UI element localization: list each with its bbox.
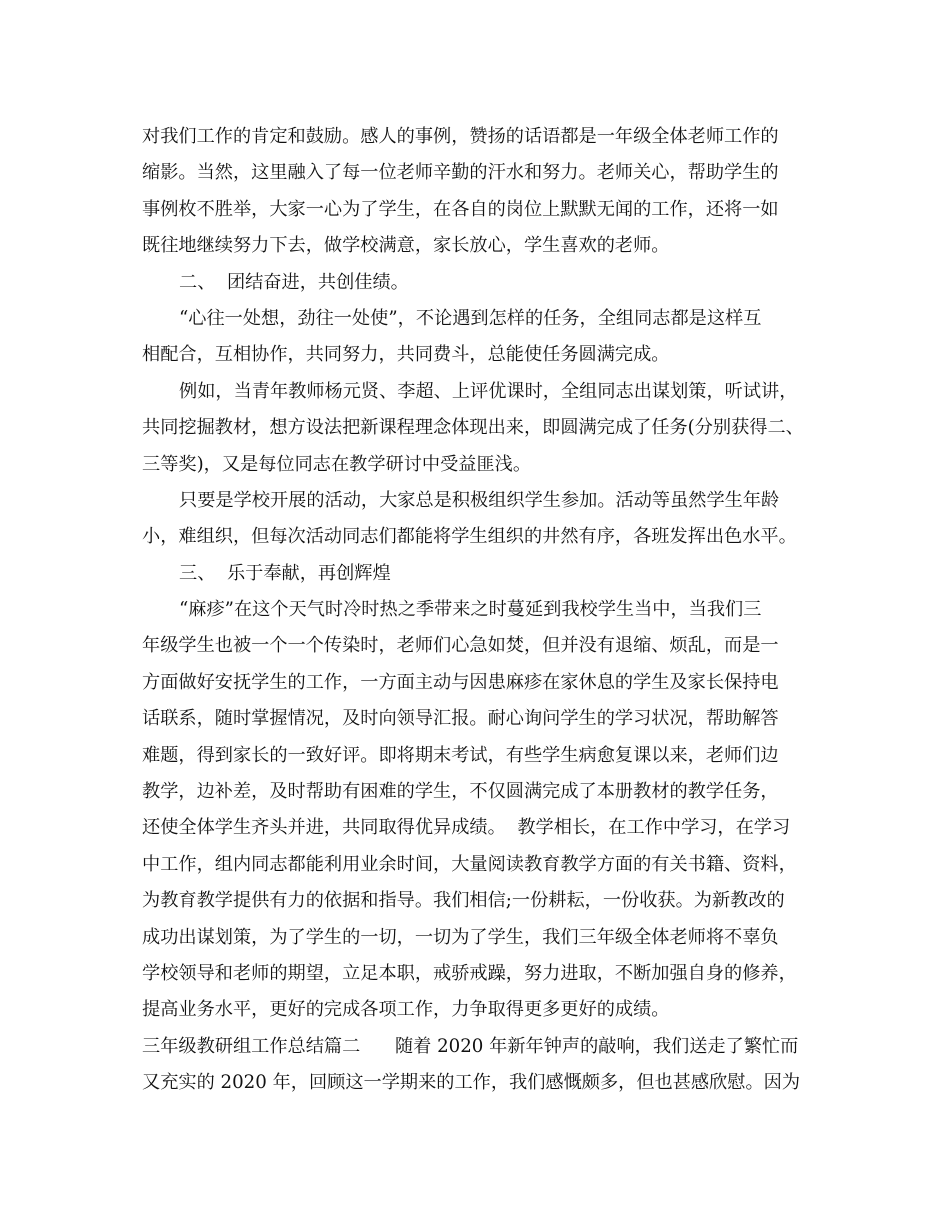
text-line: 方面做好安抚学生的工作，一方面主动与因患麻疹在家休息的学生及家长保持电 — [142, 671, 779, 693]
paragraph-first-line: “心往一处想，劲往一处使”，不论遇到怎样的任务，全组同志都是这样互 — [179, 307, 762, 329]
text-line: 对我们工作的肯定和鼓励。感人的事例，赞扬的话语都是一年级全体老师工作的 — [142, 126, 779, 147]
text-line: 小，难组织，但每次活动同志们都能将学生组织的井然有序，各班发挥出色水平。 — [142, 526, 797, 548]
text-line: 事例枚不胜举，大家一心为了学生，在各自的岗位上默默无闻的工作，还将一如 — [142, 198, 779, 220]
text-line: 提高业务水平，更好的完成各项工作，力争取得更多更好的成绩。 — [142, 999, 670, 1021]
text-line: 话联系，随时掌握情况，及时向领导汇报。耐心询问学生的学习状况，帮助解答 — [142, 708, 779, 730]
text-line: 成功出谋划策，为了学生的一切，一切为了学生，我们三年级全体老师将不辜负 — [142, 926, 779, 948]
text-line: 中工作，组内同志都能利用业余时间，大量阅读教育教学方面的有关书籍、资料， — [142, 853, 797, 875]
text-line: 缩影。当然，这里融入了每一位老师辛勤的汗水和努力。老师关心，帮助学生的 — [142, 162, 779, 184]
text-line: 共同挖掘教材，想方设法把新课程理念体现出来，即圆满完成了任务(分别获得二、 — [142, 417, 804, 439]
text-line: 三等奖)，又是每位同志在教学研讨中受益匪浅。 — [142, 453, 532, 475]
text-line: 年级学生也被一个一个传染时，老师们心急如焚，但并没有退缩、烦乱，而是一 — [142, 635, 779, 657]
text-line: 相配合，互相协作，共同努力，共同费斗，总能使任务圆满完成。 — [142, 344, 670, 366]
text-line: 难题，得到家长的一致好评。即将期末考试，有些学生病愈复课以来，老师们边 — [142, 744, 779, 766]
text-line: 又充实的 2020 年，回顾这一学期来的工作，我们感慨颇多，但也甚感欣慰。因为 — [142, 1072, 801, 1094]
text-line: 还使全体学生齐头并进，共同取得优异成绩。 教学相长，在工作中学习，在学习 — [142, 817, 791, 839]
text-line: 既往地继续努力下去，做学校满意，家长放心，学生喜欢的老师。 — [142, 235, 670, 257]
section-heading: 三、 乐于奉献，再创辉煌 — [179, 562, 391, 584]
text-line: 学校领导和老师的期望，立足本职，戒骄戒躁，努力进取，不断加强自身的修养， — [142, 962, 797, 984]
body-text — [142, 119, 822, 1102]
section-heading: 二、 团结奋进，共创佳绩。 — [179, 271, 409, 293]
paragraph-first-line: “麻疹”在这个天气时冷时热之季带来之时蔓延到我校学生当中，当我们三 — [179, 599, 762, 621]
text-line: 教学，边补差，及时帮助有困难的学生，不仅圆满完成了本册教材的教学任务， — [142, 781, 779, 803]
paragraph-first-line: 只要是学校开展的活动，大家总是积极组织学生参加。活动等虽然学生年龄 — [179, 489, 780, 511]
paragraph-first-line: 例如，当青年教师杨元贤、李超、上评优课时，全组同志出谋划策，听试讲， — [179, 380, 798, 402]
article-title-line: 三年级教研组工作总结篇二 随着 2020 年新年钟声的敲响，我们送走了繁忙而 — [142, 1035, 799, 1057]
text-line: 为教育教学提供有力的依据和指导。我们相信;一份耕耘，一份收获。为新教改的 — [142, 890, 785, 912]
